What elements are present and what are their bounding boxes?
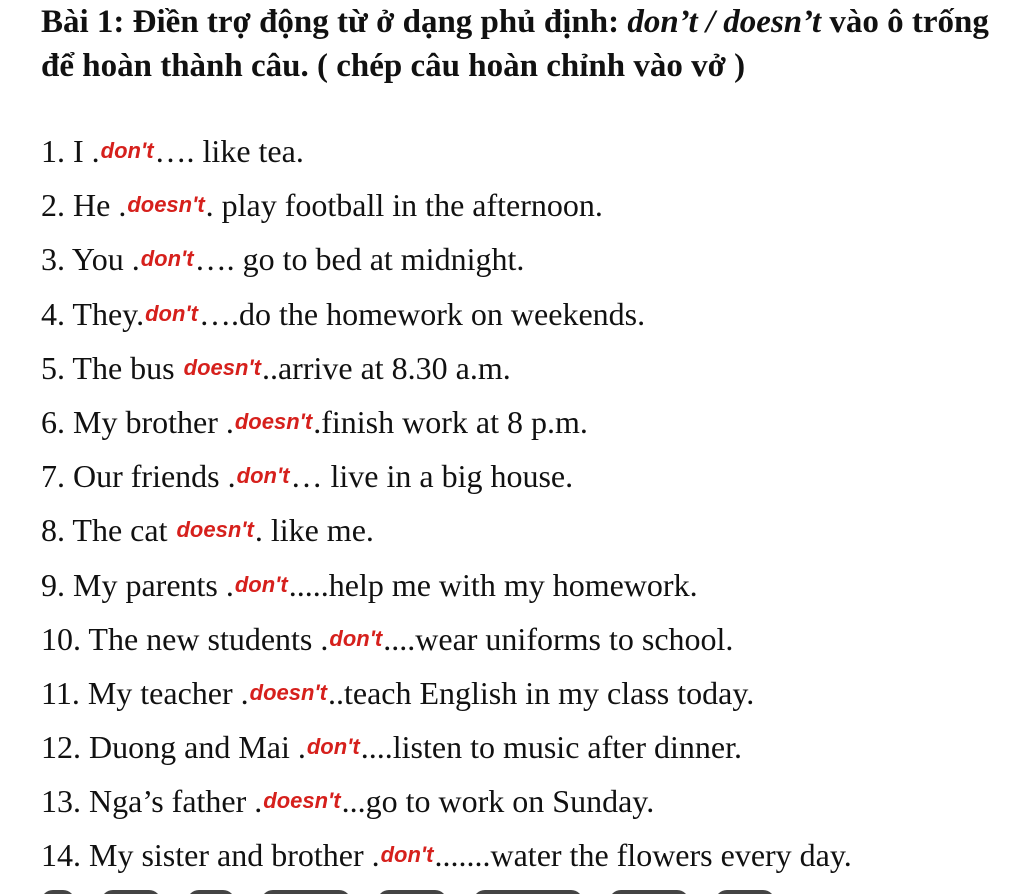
exercise-item-8 xyxy=(41,507,1001,561)
item-text-before: 10. The new students . xyxy=(41,620,329,657)
item-text-before: 3. You . xyxy=(41,241,140,278)
handwritten-answer: doesn't xyxy=(183,354,261,380)
item-text-before: 13. Nga’s father . xyxy=(41,783,263,820)
handwritten-answer: don't xyxy=(380,842,434,868)
exercise-item-13 xyxy=(41,778,1001,832)
item-text-before: 6. My brother . xyxy=(41,403,234,440)
item-text-after: ...go to work on Sunday. xyxy=(341,783,655,820)
item-text-after: ..arrive at 8.30 a.m. xyxy=(261,349,511,386)
exercise-item-4 xyxy=(41,291,1001,345)
handwritten-answer: doesn't xyxy=(234,408,313,434)
item-text-before: 11. My teacher . xyxy=(41,674,249,711)
item-text-before: 5. The bus xyxy=(41,349,183,386)
exercise-item-7 xyxy=(41,453,1001,507)
handwritten-answer: doesn't xyxy=(127,192,205,218)
item-text-after: … live in a big house. xyxy=(290,458,574,495)
handwritten-answer: doesn't xyxy=(176,517,254,543)
item-text-after: ....wear uniforms to school. xyxy=(383,620,734,657)
handwritten-answer: don't xyxy=(100,138,154,163)
item-text-after: ....listen to music after dinner. xyxy=(360,729,742,766)
item-text-after: ….do the homework on weekends. xyxy=(198,295,646,332)
exercise-item-5 xyxy=(41,345,1001,399)
handwritten-answer: don't xyxy=(140,246,194,272)
cut-off-glyph xyxy=(261,890,351,894)
item-text-after: ..teach English in my class today. xyxy=(327,674,755,711)
cut-off-glyph xyxy=(101,890,161,894)
exercise-item-2 xyxy=(41,182,1001,236)
exercise-item-1 xyxy=(41,128,1001,182)
cut-off-glyph xyxy=(715,890,775,894)
item-text-before: 4. They. xyxy=(41,295,145,332)
cut-off-glyph xyxy=(41,890,75,894)
item-text-before: 1. I . xyxy=(41,133,100,169)
item-text-after: . like me. xyxy=(254,512,374,549)
heading-text-part1: Bài 1: Điền trợ động từ ở dạng phủ định: xyxy=(41,4,628,40)
cut-off-next-line xyxy=(41,878,941,894)
handwritten-answer: don't xyxy=(306,734,360,760)
handwritten-answer: doesn't xyxy=(263,788,341,814)
item-text-after: . play football in the afternoon. xyxy=(205,187,603,224)
handwritten-answer: don't xyxy=(234,571,288,597)
heading-italic-auxiliaries: don’t / doesn’t xyxy=(627,4,822,40)
item-text-before: 9. My parents . xyxy=(41,566,234,603)
exercise-item-9 xyxy=(41,562,1001,616)
handwritten-answer: don't xyxy=(329,625,383,651)
item-text-before: 2. He . xyxy=(41,187,127,224)
exercise-list xyxy=(41,128,1001,887)
exercise-item-12 xyxy=(41,724,1001,778)
exercise-item-11 xyxy=(41,670,1001,724)
item-text-before: 12. Duong and Mai . xyxy=(41,729,306,766)
item-text-before: 14. My sister and brother . xyxy=(41,837,380,874)
handwritten-answer: don't xyxy=(145,300,198,326)
exercise-item-6 xyxy=(41,399,1001,453)
cut-off-glyph xyxy=(377,890,447,894)
heading-text-part2: vào ô trống để hoàn thành câu. ( chép câu hoàn chỉnh vào vở ) xyxy=(41,4,989,84)
item-text-after: .....help me with my homework. xyxy=(288,566,698,603)
exercise-item-10 xyxy=(41,616,1001,670)
exercise-item-3 xyxy=(41,236,1001,290)
cut-off-glyph xyxy=(187,890,235,894)
cut-off-glyph xyxy=(473,890,583,894)
exercise-heading xyxy=(41,0,991,88)
item-text-after: .......water the flowers every day. xyxy=(434,837,852,874)
item-text-after: …. like tea. xyxy=(154,133,304,169)
item-text-after: …. go to bed at midnight. xyxy=(194,241,525,278)
item-text-before: 8. The cat xyxy=(41,512,176,549)
handwritten-answer: doesn't xyxy=(249,679,327,705)
item-text-before: 7. Our friends . xyxy=(41,458,236,495)
handwritten-answer: don't xyxy=(236,463,290,489)
item-text-after: .finish work at 8 p.m. xyxy=(313,403,588,440)
cut-off-glyph xyxy=(609,890,689,894)
